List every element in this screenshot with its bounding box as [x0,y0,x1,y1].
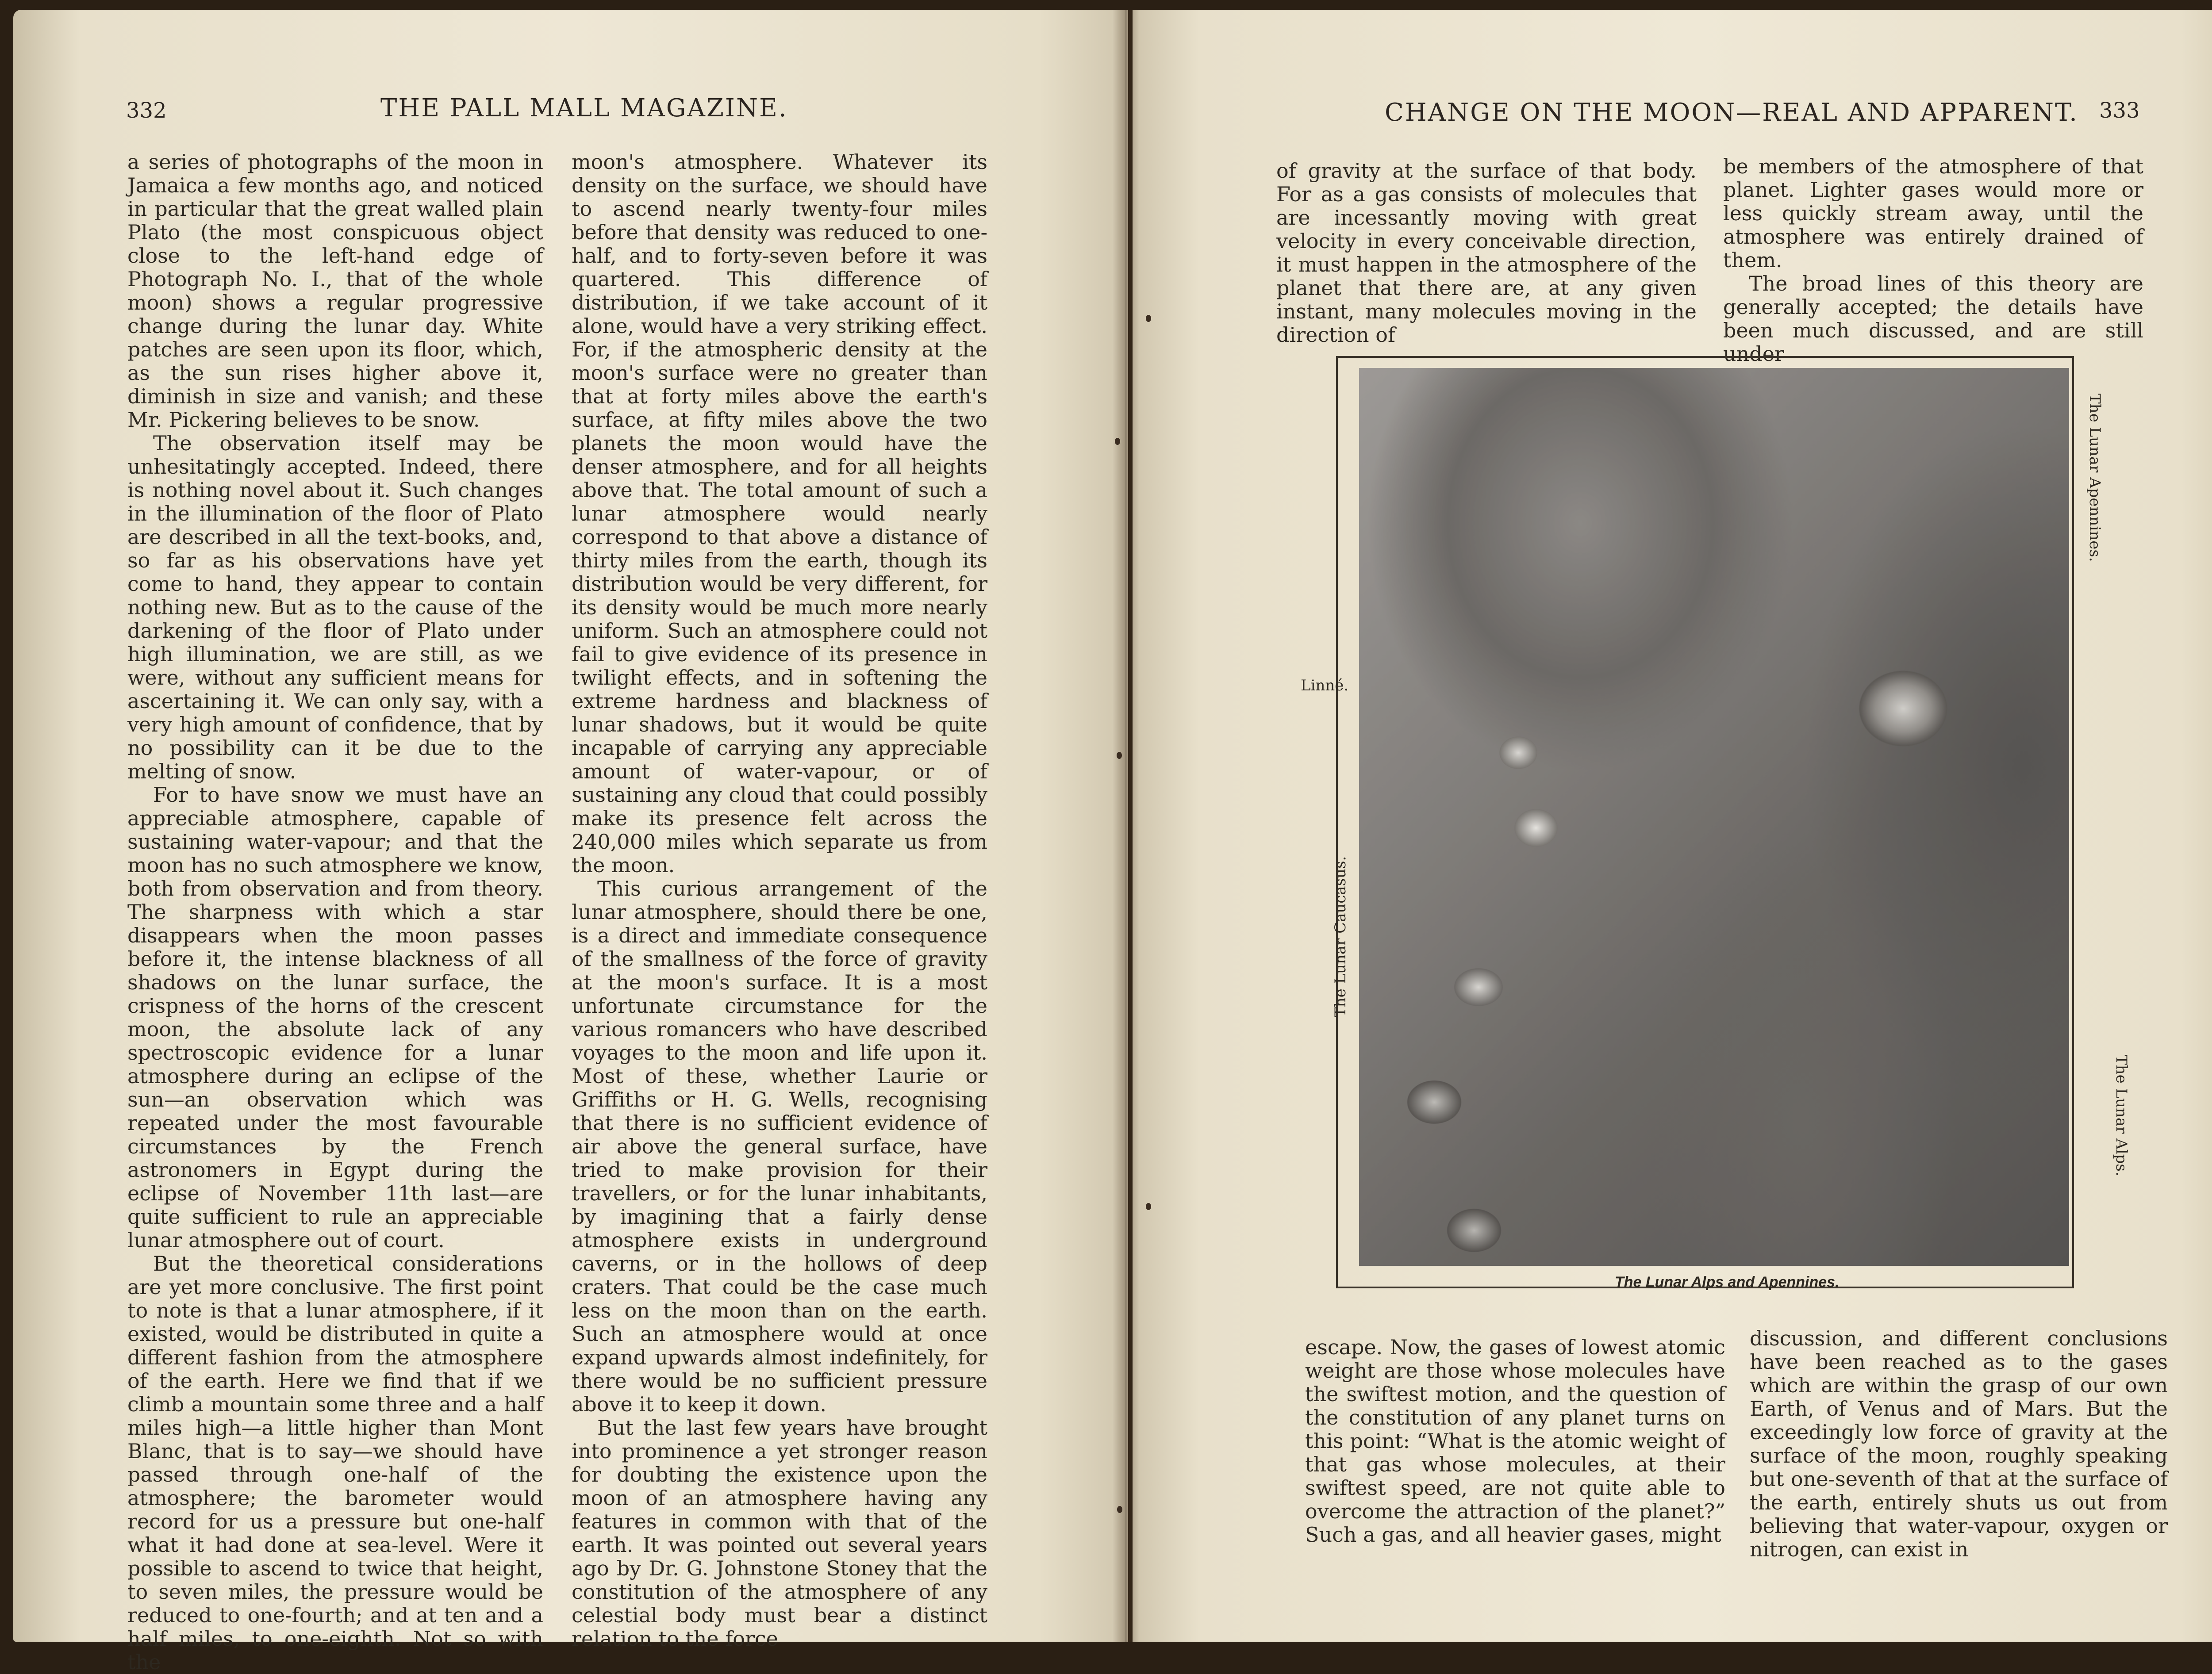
paragraph: The broad lines of this theory are generally accepted; the details have been much discussed, and are still under [1723,272,2143,366]
left-column-2 [572,150,987,1651]
paragraph: of gravity at the surface of that body. For as a gas consists of molecules that are incessantly moving with great velocity in every conceivable direction, it must happen in the atmosphere of the planet that there are, at any given instant, many molecules moving in the direction of [1276,159,1697,347]
right-bottom-column-1 [1305,1336,1725,1547]
paragraph: discussion, and different conclusions have been reached as to the gases which are within the grasp of our own Earth, of Venus and of Mars. But the exceedingly low force of gravity at the surface of the moon, roughly speaking but one-seventh of that at the surface of the earth, entirely shuts us out from believing that water-vapour, oxygen or nitrogen, can exist in [1750,1326,2168,1561]
paragraph: a series of photographs of the moon in Jamaica a few months ago, and noticed in particular that the great walled plain Plato (the most conspicuous object close to the left-hand edge of Photograph No. I., that of the whole moon) shows a regular progressive change during the lunar day. White patches are seen upon its floor, which, as the sun rises higher above it, diminish in size and vanish; and these Mr. Pickering believes to be snow. [127,150,543,432]
paragraph: be members of the atmosphere of that planet. Lighter gases would more or less quickly stream away, until the atmosphere was entirely drained of them. [1723,154,2143,272]
paragraph: But the theoretical considerations are yet more conclusive. The first point to note is that a lunar atmosphere, if it existed, would be distributed in quite a different fashion from the atmosphere of the earth. Here we find that if we climb a mountain some three and a half miles high—a little higher than Mont Blanc, that is to say—we should have passed through one-half of the atmosphere; the barometer would record for us a pressure but one-half what it had done at sea-level. Were it possible to ascend to twice that height, to seven miles, the pressure would be reduced to one-fourth; and at ten and a half miles, to one-eighth. Not so with the [127,1252,543,1674]
book-gutter [1113,10,1139,1642]
right-top-column-1 [1276,159,1697,347]
binding-hole [1117,752,1122,759]
plate-caption: The Lunar Alps and Apennines. [1615,1274,1839,1291]
right-top-column-2 [1723,155,2143,366]
left-column-1 [127,150,543,1674]
label-lunar-apennines: The Lunar Apennines. [2086,394,2104,562]
running-head-right: CHANGE ON THE MOON—REAL AND APPARENT. [1385,98,2078,127]
paragraph: The observation itself may be unhesitatingly accepted. Indeed, there is nothing novel about it. Such changes in the illumination of the floor of Plato are described in all the text-books, and, so far as his observations have yet come to hand, they appear to contain nothing new. But as to the cause of the darkening of the floor of Plato under high illumination, we are still, as we were, without any sufficient means for ascertaining it. We can only say, with a very high amount of confidence, that by no possibility can it be due to the melting of snow. [127,431,543,783]
binding-hole [1115,438,1120,445]
label-lunar-alps: The Lunar Alps. [2112,1055,2130,1176]
label-linne: Linné. [1301,677,1349,694]
right-bottom-column-2 [1750,1327,2168,1561]
label-lunar-caucasus: The Lunar Caucasus. [1332,856,1349,1017]
binding-hole [1117,1506,1122,1513]
binding-hole [1146,315,1151,322]
paragraph: escape. Now, the gases of lowest atomic weight are those whose molecules have the swiftest motion, and the question of the constitution of any planet turns on this point: “What is the atomic weight of that gas whose molecules, at their swiftest speed, are not quite able to overcome the attraction of the planet?” Such a gas, and all heavier gases, might [1305,1335,1725,1547]
page-number-left: 332 [126,98,167,123]
paragraph: For to have snow we must have an appreciable atmosphere, capable of sustaining water-vapour; and that the moon has no such atmosphere we know, both from observation and from theory. The sharpness with which a star disappears when the moon passes before it, the intense blackness of all shadows on the lunar surface, the crispness of the horns of the crescent moon, the absolute lack of any spectroscopic evidence for a lunar atmosphere during an eclipse of the sun—an observation which was repeated under the most favourable circumstances by the French astronomers in Egypt during the eclipse of November 11th last—are quite sufficient to rule an appreciable lunar atmosphere out of court. [127,783,543,1252]
paragraph: moon's atmosphere. Whatever its density on the surface, we should have to ascend nearly twenty-four miles before that density was reduced to one-half, and to forty-seven before it was quartered. This difference of distribution, if we take account of it alone, would have a very striking effect. For, if the atmospheric density at the moon's surface were no greater than that at forty miles above the earth's surface, at fifty miles above the two planets the moon would have the denser atmosphere, and for all heights above that. The total amount of such a lunar atmosphere would nearly correspond to that above a distance of thirty miles from the earth, though its distribution would be very different, for its density would be much more nearly uniform. Such an atmosphere could not fail to give evidence of its presence in twilight effects, and in softening the extreme hardness and blackness of lunar shadows, but it would be quite incapable of carrying any appreciable amount of water-vapour, or of sustaining any cloud that could possibly make its presence felt across the 240,000 miles which separate us from the moon. [572,150,987,877]
lunar-photograph [1359,368,2069,1266]
running-head-left: THE PALL MALL MAGAZINE. [380,94,788,123]
binding-hole [1146,1203,1151,1210]
paragraph: This curious arrangement of the lunar atmosphere, should there be one, is a direct and immediate consequence of the smallness of the force of gravity at the moon's surface. It is a most unfortunate circumstance for the various romancers who have described voyages to the moon and life upon it. Most of these, whether Laurie or Griffiths or H. G. Wells, recognising that there is no sufficient evidence of air above the general surface, have tried to make provision for their travellers, or for the lunar inhabitants, by imagining that a fairly dense atmosphere exists in underground caverns, or in the hollows of deep craters. That could be the case much less on the moon than on the earth. Such an atmosphere would at once expand upwards almost indefinitely, for there would be no sufficient pressure above it to keep it down. [572,877,987,1416]
paragraph: But the last few years have brought into prominence a yet stronger reason for doubting the existence upon the moon of an atmosphere having any features in common with that of the earth. It was pointed out several years ago by Dr. G. Johnstone Stoney that the constitution of the atmosphere of any celestial body must bear a distinct relation to the force [572,1416,987,1651]
page-number-right: 333 [2099,98,2140,123]
